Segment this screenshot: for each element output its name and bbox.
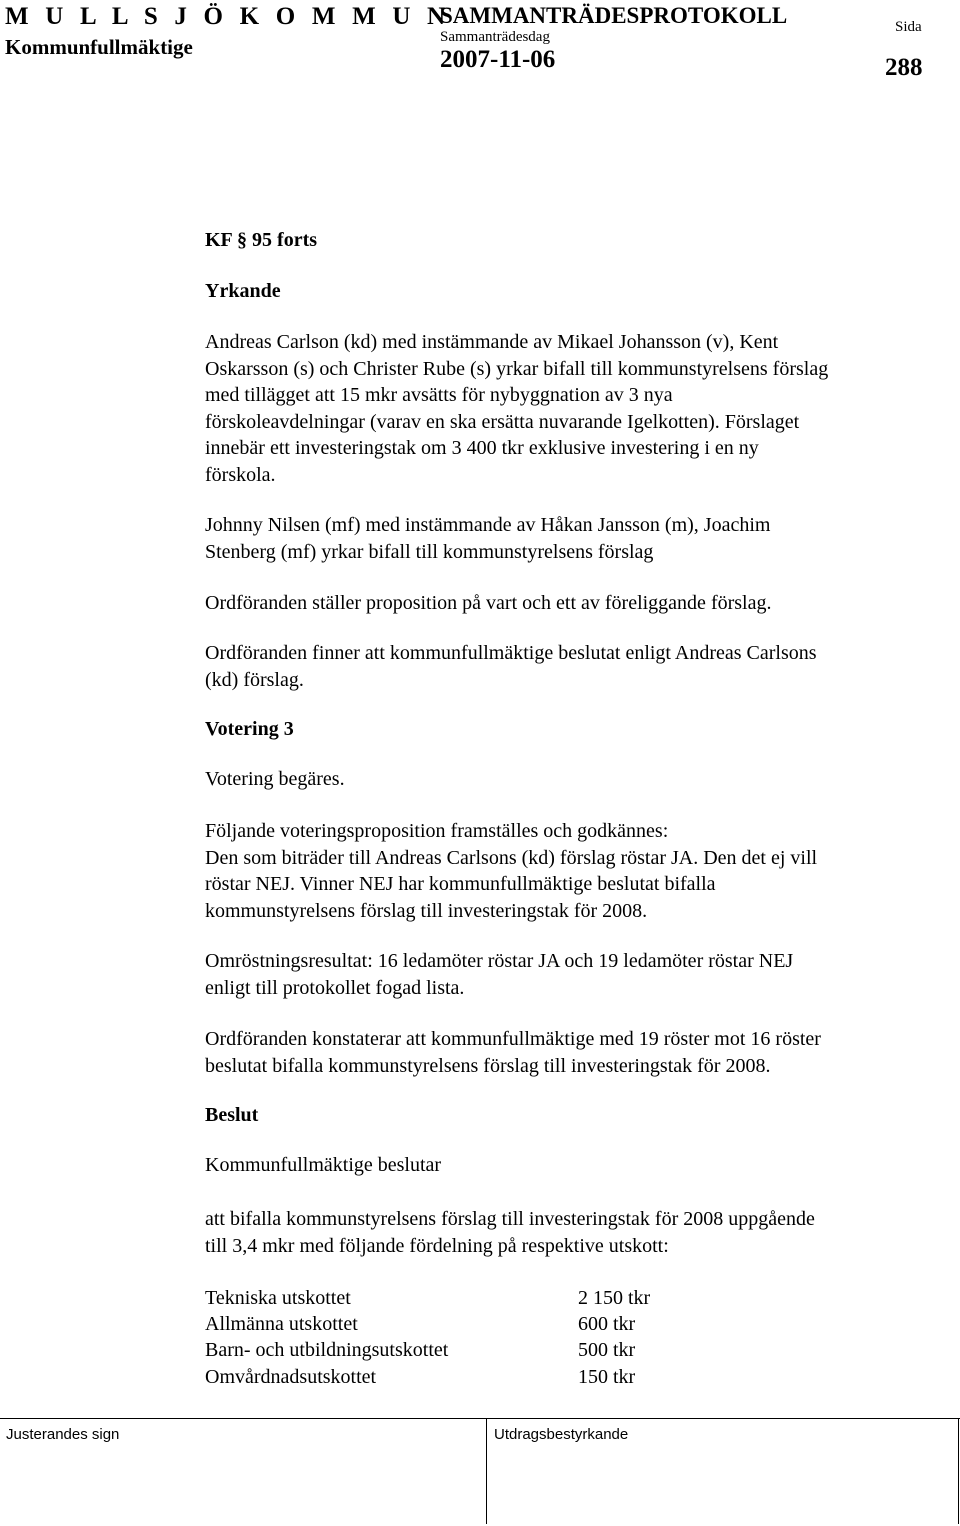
text-line: Ordföranden finner att kommunfullmäktige beslutat enligt Andreas Carlsons	[205, 642, 817, 664]
municipality-name: M U L L S J Ö K O M M U N	[5, 3, 451, 30]
text-line: att bifalla kommunstyrelsens förslag till investeringstak för 2008 uppgående	[205, 1208, 815, 1230]
committee-name: Barn- och utbildningsutskottet	[205, 1339, 449, 1361]
text-line: beslutat bifalla kommunstyrelsens förslag till investeringstak för 2008.	[205, 1054, 771, 1077]
votering-heading: Votering 3	[205, 718, 294, 740]
text-line: Johnny Nilsen (mf) med instämmande av Håkan Jansson (m), Joachim	[205, 514, 771, 536]
text-line: till 3,4 mkr med följande fördelning på respektive utskott:	[205, 1234, 669, 1257]
text-line: Omröstningsresultat: 16 ledamöter röstar JA och 19 ledamöter röstar NEJ	[205, 950, 794, 972]
text-line: Oskarsson (s) och Christer Rube (s) yrkar bifall till kommunstyrelsens förslag	[205, 357, 829, 380]
certification-label: Utdragsbestyrkande	[494, 1426, 629, 1443]
committee-name: Tekniska utskottet	[205, 1287, 351, 1309]
meeting-date: 2007-11-06	[440, 46, 556, 73]
vote-proposition-paragraph	[205, 818, 925, 924]
body-name: Kommunfullmäktige	[5, 35, 193, 59]
text-line: Ordföranden konstaterar att kommunfullmäktige med 19 röster mot 16 röster	[205, 1028, 821, 1050]
chair-conclusion-paragraph	[205, 1026, 925, 1079]
text-line: enligt till protokollet fogad lista.	[205, 976, 465, 999]
text-line: Följande voteringsproposition framställes och godkännes:	[205, 820, 669, 842]
beslut-intro: Kommunfullmäktige beslutar	[205, 1154, 442, 1176]
committee-amount: 600 tkr	[578, 1313, 636, 1335]
document-type: SAMMANTRÄDESPROTOKOLL	[440, 3, 788, 28]
text-line: Den som biträder till Andreas Carlsons (kd) förslag röstar JA. Den det ej vill	[205, 846, 818, 869]
beslut-heading: Beslut	[205, 1104, 259, 1126]
meeting-date-label: Sammanträdesdag	[440, 29, 550, 45]
committee-amount: 150 tkr	[578, 1366, 636, 1388]
text-line: innebär ett investeringstak om 3 400 tkr exklusive investering i en ny	[205, 437, 759, 459]
proposal-paragraph-1	[205, 329, 925, 488]
committee-amount: 2 150 tkr	[578, 1287, 651, 1309]
chair-finding-paragraph	[205, 640, 925, 693]
page-number: 288	[885, 54, 923, 81]
text-line: (kd) förslag.	[205, 668, 304, 691]
committee-amount: 500 tkr	[578, 1339, 636, 1361]
votering-requested: Votering begäres.	[205, 768, 345, 790]
text-line: Ordföranden ställer proposition på vart och ett av föreliggande förslag.	[205, 592, 772, 614]
signature-label: Justerandes sign	[6, 1426, 120, 1443]
page-label: Sida	[895, 19, 922, 35]
text-line: förskoleavdelningar (varav en ska ersätta nuvarande Igelkotten). Förslaget	[205, 410, 800, 433]
vote-result-paragraph	[205, 948, 925, 1001]
yrkande-heading: Yrkande	[205, 280, 281, 302]
proposition-paragraph	[205, 590, 925, 617]
proposal-paragraph-2	[205, 512, 925, 565]
text-line: kommunstyrelsens förslag till investeringstak för 2008.	[205, 899, 648, 922]
committee-name: Allmänna utskottet	[205, 1313, 358, 1335]
committee-name: Omvårdnadsutskottet	[205, 1366, 377, 1388]
text-line: förskola.	[205, 463, 276, 486]
text-line: med tillägget att 15 mkr avsätts för nybyggnation av 3 nya	[205, 384, 673, 406]
beslut-paragraph	[205, 1206, 925, 1259]
text-line: Stenberg (mf) yrkar bifall till kommunstyrelsens förslag	[205, 540, 654, 563]
text-line: Andreas Carlson (kd) med instämmande av Mikael Johansson (v), Kent	[205, 331, 779, 353]
section-title: KF § 95 forts	[205, 229, 318, 251]
text-line: röstar NEJ. Vinner NEJ har kommunfullmäktige beslutat bifalla	[205, 873, 716, 895]
